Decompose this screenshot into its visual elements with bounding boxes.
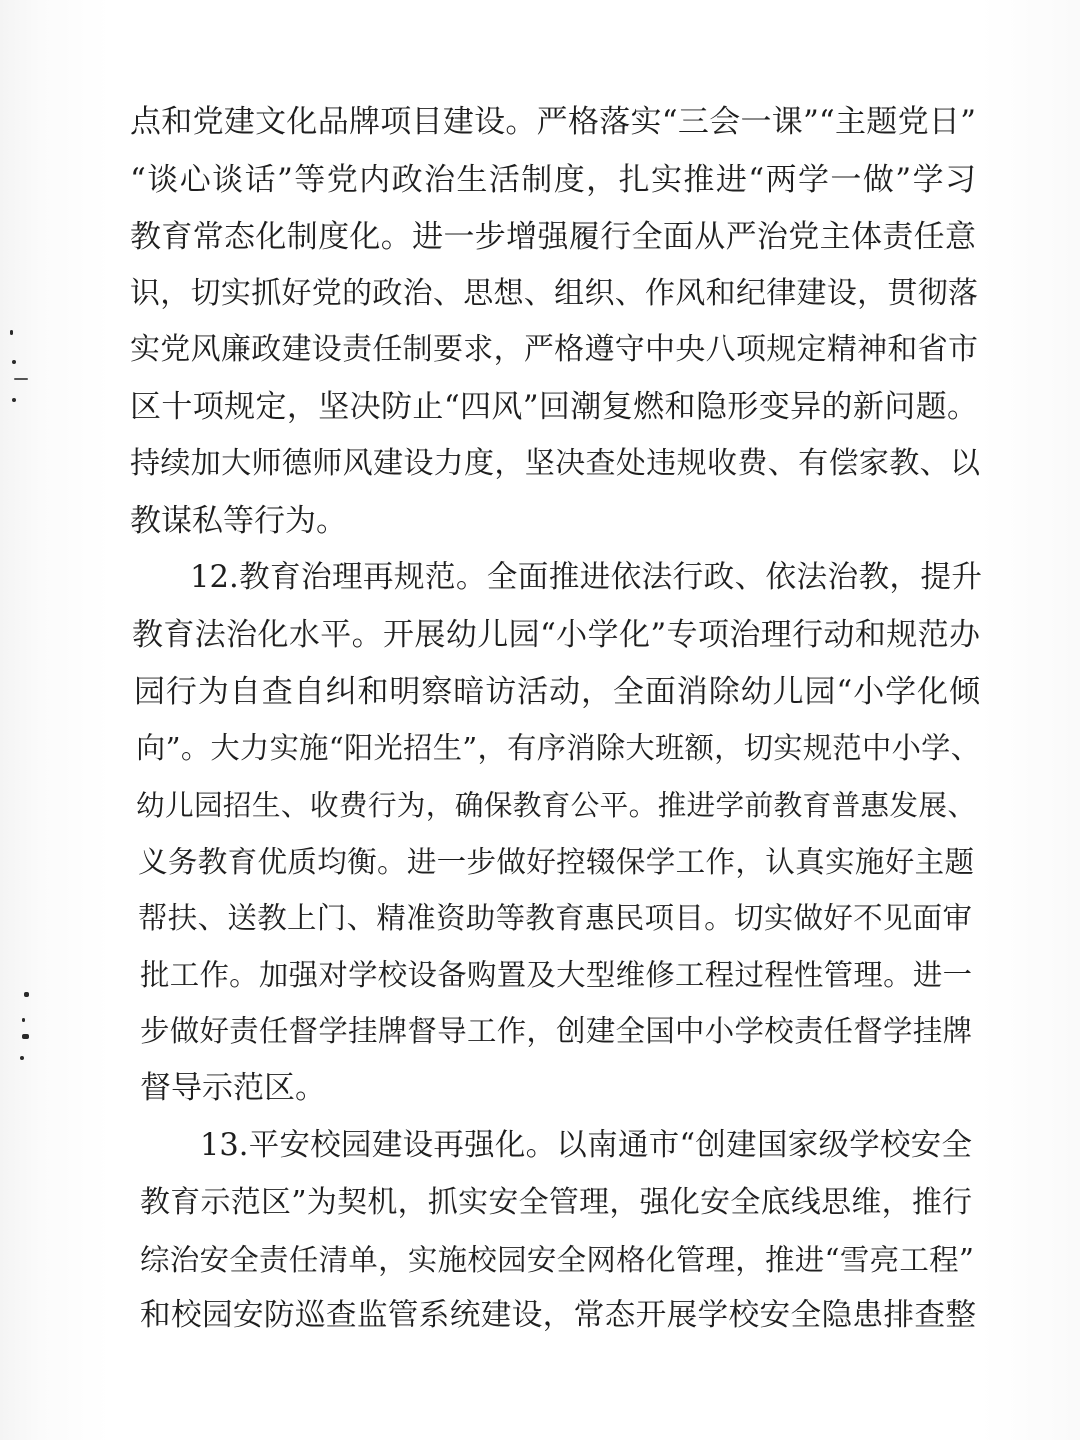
- text-line: 向”。大力实施“阳光招生”，有序消除大班额，切实规范中小学、: [136, 731, 980, 765]
- text-line: 实党风廉政建设责任制要求，严格遵守中央八项规定精神和省市: [130, 332, 978, 367]
- text-line: 教育法治化水平。开展幼儿园“小学化”专项治理行动和规范办: [132, 617, 980, 653]
- text-line: 帮扶、送教上门、精准资助等教育惠民项目。切实做好不见面审: [138, 901, 972, 935]
- text-line: 批工作。加强对学校设备购置及大型维修工程过程性管理。进一: [140, 958, 972, 992]
- text-line: 督导示范区。: [140, 1070, 326, 1106]
- text-line: 识，切实抓好党的政治、思想、组织、作风和纪律建设，贯彻落: [130, 276, 978, 311]
- scan-speck: [22, 1034, 29, 1039]
- scan-speck: [14, 378, 28, 380]
- scan-speck: [24, 992, 29, 997]
- text-line: 和校园安防巡查监管系统建设，常态开展学校安全隐患排查整: [140, 1298, 976, 1333]
- text-line: 点和党建文化品牌项目建设。严格落实“三会一课”“主题党日”: [130, 104, 976, 140]
- text-line: 幼儿园招生、收费行为，确保教育公平。推进学前教育普惠发展、: [136, 788, 976, 822]
- text-line: 园行为自查自纠和明察暗访活动，全面消除幼儿园“小学化倾: [134, 674, 980, 710]
- text-line: 教育常态化制度化。进一步增强履行全面从严治党主体责任意: [130, 219, 976, 255]
- scan-speck: [12, 398, 16, 402]
- text-line: 义务教育优质均衡。进一步做好控辍保学工作，认真实施好主题: [138, 845, 974, 879]
- text-line: “谈心谈话”等党内政治生活制度，扎实推进“两学一做”学习: [130, 162, 976, 198]
- scan-speck: [10, 330, 13, 335]
- text-line: 13.平安校园建设再强化。以南通市“创建国家级学校安全: [200, 1128, 972, 1163]
- scan-speck: [12, 360, 16, 364]
- text-line: 12.教育治理再规范。全面推进依法行政、依法治教，提升: [190, 560, 982, 595]
- text-line: 持续加大师德师风建设力度，坚决查处违规收费、有偿家教、以: [130, 446, 980, 481]
- scan-speck: [20, 1056, 24, 1060]
- text-line: 教育示范区”为契机，抓实安全管理，强化安全底线思维，推行: [140, 1185, 972, 1220]
- text-line: 区十项规定，坚决防止“四风”回潮复燃和隐形变异的新问题。: [130, 389, 978, 425]
- text-line: 综治安全责任清单，实施校园安全网格化管理，推进“雪亮工程”: [140, 1243, 974, 1277]
- text-line: 教谋私等行为。: [130, 503, 347, 539]
- scan-speck: [22, 1018, 25, 1022]
- text-line: 步做好责任督学挂牌督导工作，创建全国中小学校责任督学挂牌: [140, 1014, 972, 1048]
